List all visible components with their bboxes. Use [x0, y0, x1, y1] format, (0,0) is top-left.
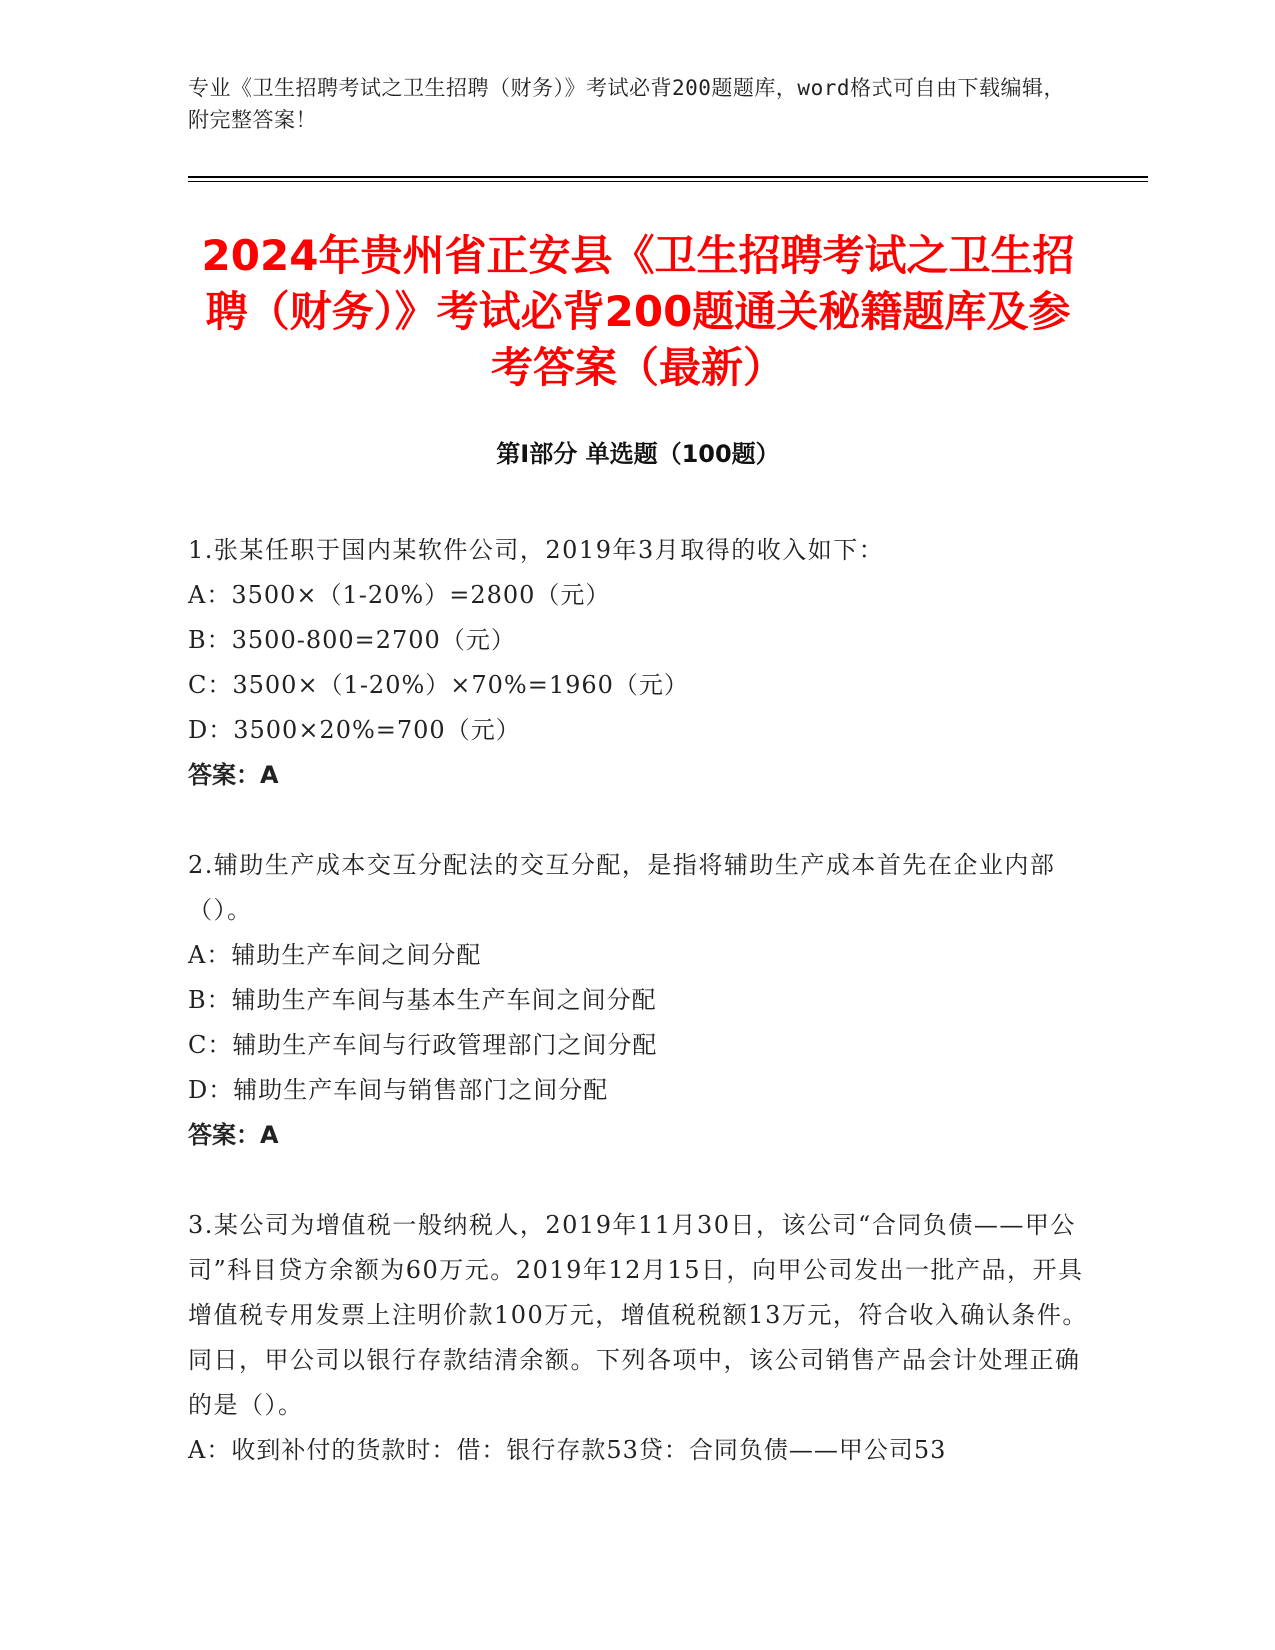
section-heading: 第Ⅰ部分 单选题（100题）: [496, 440, 780, 468]
option-b: B：辅助生产车间与基本生产车间之间分配: [188, 986, 657, 1014]
option-c: C：3500×（1-20%）×70%=1960（元）: [188, 671, 689, 699]
header-divider-thin: [188, 181, 1148, 182]
question-3: [188, 1203, 1088, 1473]
question-list: [188, 528, 1088, 1518]
option-d: D：辅助生产车间与销售部门之间分配: [188, 1076, 609, 1104]
question-stem: 3.某公司为增值税一般纳税人，2019年11月30日，该公司“合同负债——甲公司”科目贷方余额为60万元。2019年12月15日，向甲公司发出一批产品，开具增值税专用发票上注明价款100万元，增值税税额13万元，符合收入确认条件。同日，甲公司以银行存款结清余额。下列各项中，该公司销售产品会计处理正确的是（）。: [188, 1211, 1088, 1419]
answer-label: 答案：A: [188, 761, 279, 789]
option-d: D：3500×20%=700（元）: [188, 716, 521, 744]
option-a: A：收到补付的货款时：借：银行存款53贷：合同负债——甲公司53: [188, 1436, 947, 1464]
option-c: C：辅助生产车间与行政管理部门之间分配: [188, 1031, 658, 1059]
option-a: A：辅助生产车间之间分配: [188, 941, 482, 969]
document-title: 2024年贵州省正安县《卫生招聘考试之卫生招聘（财务）》考试必背200题通关秘籍题库及参考答案（最新）: [201, 231, 1075, 392]
header-divider-thick: [188, 176, 1148, 178]
question-stem: 2.辅助生产成本交互分配法的交互分配，是指将辅助生产成本首先在企业内部（）。: [188, 851, 1056, 924]
answer-label: 答案：A: [188, 1121, 279, 1149]
header-note: 专业《卫生招聘考试之卫生招聘（财务）》考试必背200题题库，word格式可自由下载编辑，附完整答案！: [188, 76, 1065, 132]
question-stem: 1.张某任职于国内某软件公司，2019年3月取得的收入如下：: [188, 536, 885, 564]
question-1: [188, 528, 1088, 798]
option-b: B：3500-800=2700（元）: [188, 626, 516, 654]
option-a: A：3500×（1-20%）=2800（元）: [188, 581, 611, 609]
question-2: [188, 843, 1088, 1158]
